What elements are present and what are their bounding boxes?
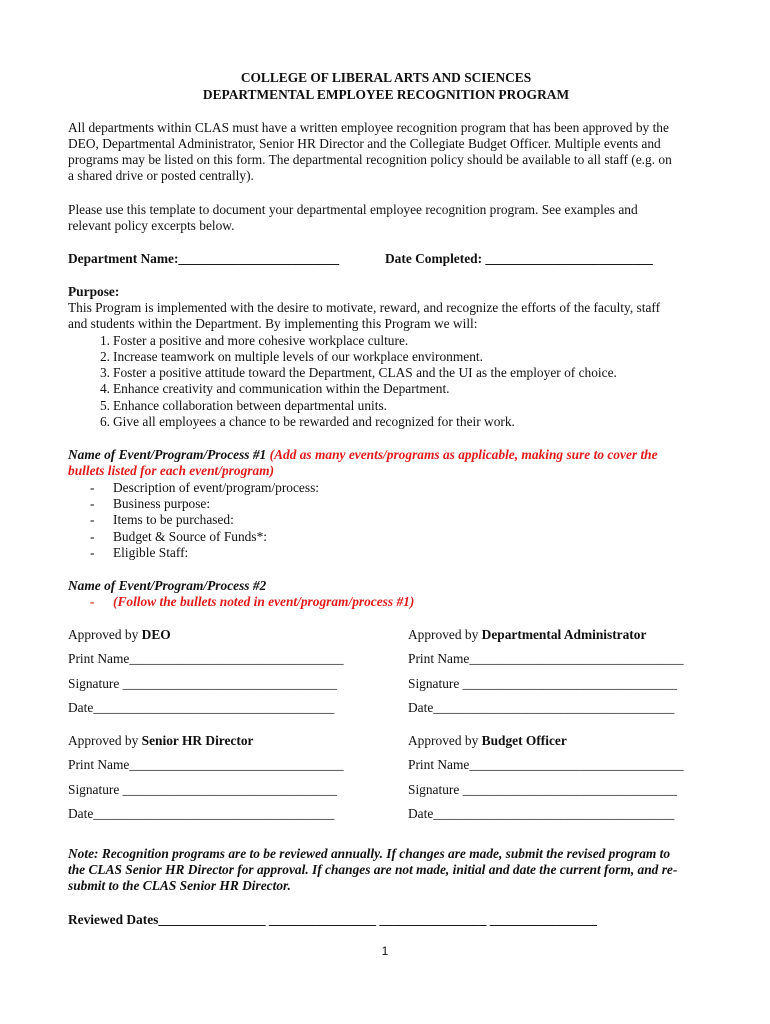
review-note-line: the CLAS Senior HR Director for approval. If changes are not made, initial and date the current form, and re-	[68, 862, 678, 877]
signature-field[interactable]: Signature ________________________________	[408, 676, 677, 691]
reviewed-dates-row[interactable]	[68, 912, 597, 928]
purpose-heading: Purpose:	[68, 284, 120, 299]
date-completed-field[interactable]: Date Completed: _________________________	[385, 251, 653, 266]
event1-title-line	[68, 447, 658, 463]
date-field[interactable]: Date____________________________________	[408, 806, 675, 821]
purpose-text: and students within the Department. By implementing this Program we will:	[68, 316, 478, 331]
print-name-field[interactable]: Print Name________________________________	[408, 651, 684, 666]
header-program: DEPARTMENTAL EMPLOYEE RECOGNITION PROGRAM	[202, 87, 570, 102]
approval-dept-admin-label: Approved by Departmental Administrator	[408, 627, 647, 642]
intro-line: programs may be listed on this form. The departmental recognition policy should be available to all staff (e.g. on	[68, 152, 672, 167]
signature-field[interactable]: Signature ________________________________	[68, 782, 337, 797]
approval-senior-hr-label: Approved by Senior HR Director	[68, 733, 254, 748]
signature-field[interactable]: Signature ________________________________	[408, 782, 677, 797]
page-number: 1	[381, 944, 389, 958]
approval-budget-officer-label: Approved by Budget Officer	[408, 733, 567, 748]
template-note-line: relevant policy excerpts below.	[68, 218, 235, 233]
date-field[interactable]: Date____________________________________	[408, 700, 675, 715]
review-note-line: submit to the CLAS Senior HR Director.	[68, 878, 291, 893]
print-name-field[interactable]: Print Name________________________________	[68, 757, 344, 772]
template-note-line: Please use this template to document your departmental employee recognition program. See examples and	[68, 202, 638, 217]
event1-note: (Add as many events/programs as applicable, making sure to cover the	[269, 447, 658, 462]
header-college: COLLEGE OF LIBERAL ARTS AND SCIENCES	[240, 70, 532, 85]
review-note-line: Note: Recognition programs are to be reviewed annually. If changes are made, submit the revised program to	[68, 846, 671, 861]
date-field[interactable]: Date____________________________________	[68, 806, 335, 821]
intro-line: All departments within CLAS must have a written employee recognition program that has been approved by the	[68, 120, 669, 135]
reviewed-dates-label: Reviewed Dates	[68, 912, 159, 927]
print-name-field[interactable]: Print Name________________________________	[68, 651, 344, 666]
intro-line: a shared drive or posted centrally).	[68, 168, 254, 183]
signature-field[interactable]: Signature ________________________________	[68, 676, 337, 691]
purpose-text: This Program is implemented with the desire to motivate, reward, and recognize the efforts of the faculty, staff	[68, 300, 661, 315]
reviewed-dates-blanks[interactable]: ________________ ________________ ________________ ________________	[158, 912, 597, 927]
date-field[interactable]: Date____________________________________	[68, 700, 335, 715]
print-name-field[interactable]: Print Name________________________________	[408, 757, 684, 772]
event1-note: bullets listed for each event/program)	[68, 463, 275, 478]
approval-deo-label: Approved by DEO	[68, 627, 171, 642]
intro-line: DEO, Departmental Administrator, Senior HR Director and the Collegiate Budget Officer. Multiple events and	[68, 136, 661, 151]
event1-title: Name of Event/Program/Process #1	[68, 447, 267, 462]
event2-title: Name of Event/Program/Process #2	[68, 578, 267, 593]
department-name-field[interactable]: Department Name:________________________	[68, 251, 340, 266]
